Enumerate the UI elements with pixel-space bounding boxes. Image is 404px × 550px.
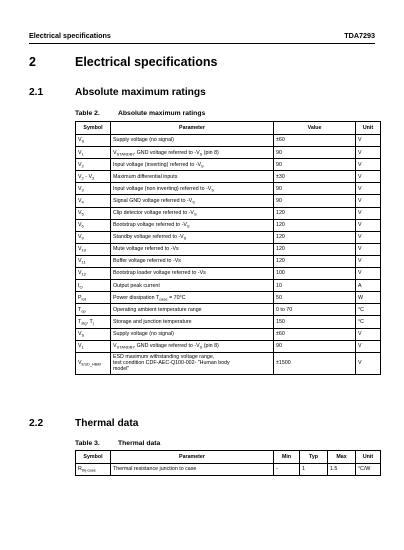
parameter-text: Input voltage (non inverting) referred to -V: [113, 185, 212, 192]
symbol-cell: [76, 195, 111, 207]
min-cell: -: [274, 464, 300, 476]
header-section-name: Electrical specifications: [29, 31, 111, 40]
parameter-cell: [111, 328, 274, 340]
column-header: Min: [274, 451, 300, 464]
table-row: [76, 292, 381, 304]
symbol-cell: [76, 183, 111, 195]
symbol-text: T: [78, 306, 82, 313]
parameter-cell: [111, 316, 274, 328]
column-header: Symbol: [76, 122, 111, 135]
header-rule: [29, 43, 375, 44]
table-row: [76, 255, 381, 267]
column-header: Unit: [356, 451, 381, 464]
value-cell: 120: [274, 231, 356, 243]
symbol-cell: [76, 328, 111, 340]
parameter-text-tail: (pin 8): [202, 343, 219, 350]
parameter-text: Storage and junction temperature: [113, 318, 192, 325]
table-number: Table 3.: [75, 440, 100, 447]
value-cell: 120: [274, 243, 356, 255]
symbol-cell: [76, 316, 111, 328]
unit-cell: V: [356, 147, 381, 159]
symbol-cell: [76, 147, 111, 159]
header-part-number: TDA7293: [344, 31, 375, 40]
table-row: [76, 171, 381, 183]
symbol-cell: [76, 219, 111, 231]
value-cell: 120: [274, 207, 356, 219]
section-title: Electrical specifications: [75, 55, 218, 69]
unit-cell: V: [356, 159, 381, 171]
symbol-subscript: 10: [81, 247, 86, 253]
symbol-subscript: 4: [81, 199, 84, 205]
subsection-title: Absolute maximum ratings: [75, 87, 206, 98]
table-row: [76, 352, 381, 374]
symbol-cell: [76, 243, 111, 255]
subsection-number: 2.1: [29, 87, 44, 98]
symbol-subscript: S: [81, 138, 85, 144]
value-cell: 90: [274, 147, 356, 159]
unit-cell: V: [356, 195, 381, 207]
symbol-text: V: [78, 197, 82, 204]
symbol-subscript: 6: [81, 223, 84, 229]
parameter-cell: [111, 280, 274, 292]
symbol-text: V: [78, 246, 82, 253]
symbol-text: V: [78, 270, 82, 277]
parameter-cell: [111, 147, 274, 159]
column-header: Unit: [356, 122, 381, 135]
parameter-text-tail: (pin 8): [202, 149, 219, 156]
parameter-subscript: S: [193, 211, 197, 217]
parameter-line: model": [113, 366, 130, 373]
parameter-cell: [111, 135, 274, 147]
parameter-text-rest: = 70°C: [167, 294, 186, 301]
parameter-cell: Thermal resistance junction to case: [111, 464, 274, 476]
unit-cell: V: [356, 243, 381, 255]
parameter-cell: [111, 292, 274, 304]
parameter-subscript: STANDBY: [116, 150, 136, 156]
symbol-subscript: tot: [81, 295, 86, 301]
symbol-tail-subscript: j: [92, 320, 94, 326]
table-row: [76, 340, 381, 352]
table-title: Thermal data: [118, 440, 161, 447]
column-header: Typ: [300, 451, 328, 464]
unit-cell: V: [356, 183, 381, 195]
max-cell: 1.5: [328, 464, 356, 476]
symbol-cell: [76, 171, 111, 183]
unit-cell: °C: [356, 304, 381, 316]
unit-cell: V: [356, 219, 381, 231]
symbol-cell: [76, 340, 111, 352]
parameter-text: Clip detector voltage referred to -V: [113, 210, 194, 216]
symbol-cell: [76, 207, 111, 219]
value-cell: 90: [274, 195, 356, 207]
column-header: Max: [328, 451, 356, 464]
unit-cell: V: [356, 171, 381, 183]
parameter-cell: [111, 352, 274, 374]
value-cell: 100: [274, 268, 356, 280]
parameter-text-rest: GND voltage referred to -V: [135, 149, 200, 156]
parameter-line: test condition CDF-AEC-Q100-002- "Human body: [113, 360, 230, 367]
parameter-cell: [111, 219, 274, 231]
symbol-tail-subscript: 3: [92, 175, 95, 181]
parameter-subscript: S: [211, 187, 215, 193]
parameter-subscript-2: S: [199, 344, 203, 350]
parameter-cell: [111, 159, 274, 171]
symbol-text: V: [78, 222, 82, 229]
column-header: Parameter: [111, 451, 274, 464]
parameter-line: ESD maximum withstanding voltage range,: [113, 353, 215, 360]
page-header: [29, 30, 375, 42]
symbol-subscript: 12: [81, 271, 86, 277]
parameter-text: Supply voltage (no signal): [113, 330, 174, 337]
parameter-text: Maximum differential inputs: [113, 173, 178, 180]
unit-cell: °C/W: [356, 464, 381, 476]
unit-cell: V: [356, 207, 381, 219]
unit-cell: V: [356, 231, 381, 243]
symbol-cell: [76, 464, 111, 476]
table-row: [76, 464, 381, 476]
value-cell: ±30: [274, 171, 356, 183]
parameter-text: Buffer voltage referred to -Vs: [113, 258, 181, 265]
table-row: [76, 219, 381, 231]
symbol-text: V: [78, 330, 82, 337]
unit-cell: V: [356, 268, 381, 280]
symbol-subscript: stg: [81, 320, 87, 326]
subsection-number: 2.2: [29, 418, 44, 429]
symbol-text: V: [78, 210, 82, 216]
symbol-text: V: [78, 360, 82, 367]
parameter-text: Power dissipation T: [113, 294, 160, 301]
symbol-subscript: 1: [81, 150, 84, 156]
parameter-text: Input voltage (inverting) referred to -V: [113, 161, 202, 168]
symbol-cell: [76, 304, 111, 316]
symbol-subscript: 9: [81, 235, 84, 241]
symbol-text: T: [78, 318, 82, 325]
symbol-tail: - V: [83, 173, 93, 180]
parameter-subscript: S: [183, 235, 187, 241]
parameter-subscript: S: [201, 162, 204, 168]
parameter-cell: [111, 171, 274, 183]
parameter-text: Mute voltage referred to -Vs: [113, 246, 179, 253]
symbol-cell: [76, 268, 111, 280]
unit-cell: °C: [356, 316, 381, 328]
table-row: [76, 159, 381, 171]
symbol-text: V: [78, 185, 82, 192]
parameter-text: Operating ambient temperature range: [113, 306, 202, 313]
parameter-text: Output peak current: [113, 282, 160, 289]
symbol-cell: [76, 135, 111, 147]
symbol-cell: [76, 231, 111, 243]
parameter-subscript: S: [192, 199, 195, 205]
parameter-subscript: case: [159, 295, 168, 301]
table-title: Absolute maximum ratings: [118, 110, 206, 117]
table-row: [76, 135, 381, 147]
column-header: Value: [274, 122, 356, 135]
parameter-text: Bootstrap voltage referred to -V: [113, 222, 187, 229]
parameter-cell: [111, 243, 274, 255]
symbol-text: V: [78, 173, 82, 180]
symbol-text: V: [78, 161, 82, 168]
table-row: [76, 328, 381, 340]
absolute-max-ratings-table: [75, 121, 381, 375]
parameter-cell: [111, 231, 274, 243]
typ-cell: 1: [300, 464, 328, 476]
column-header: Parameter: [111, 122, 274, 135]
symbol-subscript: 3: [81, 187, 84, 193]
symbol-cell: [76, 255, 111, 267]
parameter-text: V: [113, 149, 117, 156]
symbol-subscript: ESD_HBM: [81, 361, 101, 367]
table-row: [76, 304, 381, 316]
table-caption-abs: [75, 110, 205, 117]
parameter-cell: [111, 195, 274, 207]
parameter-subscript: STANDBY: [116, 344, 136, 350]
unit-cell: V: [356, 255, 381, 267]
symbol-subscript: S: [81, 332, 85, 338]
table-row: [76, 316, 381, 328]
value-cell: ±60: [274, 328, 356, 340]
parameter-text: Standby voltage referred to -V: [113, 234, 184, 241]
symbol-cell: [76, 292, 111, 304]
symbol-subscript: O: [79, 283, 83, 289]
value-cell: 120: [274, 255, 356, 267]
symbol-subscript: 11: [81, 259, 86, 265]
section-number: 2: [29, 55, 36, 69]
table-row: [76, 183, 381, 195]
value-cell: 10: [274, 280, 356, 292]
symbol-text: V: [78, 343, 82, 350]
symbol-text: V: [78, 234, 82, 241]
unit-cell: W: [356, 292, 381, 304]
symbol-tail: , T: [86, 318, 93, 325]
table-row: [76, 243, 381, 255]
unit-cell: V: [356, 340, 381, 352]
symbol-subscript: thj-case: [81, 467, 96, 473]
value-cell: 50: [274, 292, 356, 304]
symbol-text: V: [78, 137, 82, 144]
parameter-cell: [111, 207, 274, 219]
value-cell: ±1500: [274, 352, 356, 374]
value-cell: 150: [274, 316, 356, 328]
symbol-subscript: 1: [81, 344, 84, 350]
unit-cell: V: [356, 352, 381, 374]
table-row: [76, 147, 381, 159]
symbol-subscript: 5: [81, 211, 84, 217]
value-cell: 120: [274, 219, 356, 231]
value-cell: 90: [274, 340, 356, 352]
value-cell: 90: [274, 183, 356, 195]
column-header: Symbol: [76, 451, 111, 464]
unit-cell: A: [356, 280, 381, 292]
table-row: [76, 207, 381, 219]
symbol-cell: [76, 280, 111, 292]
parameter-subscript: S: [186, 223, 190, 229]
symbol-text: P: [78, 294, 82, 301]
thermal-data-table: [75, 450, 381, 476]
parameter-subscript-2: S: [199, 150, 203, 156]
table-header-row: [76, 122, 381, 135]
parameter-cell: [111, 268, 274, 280]
table-row: [76, 231, 381, 243]
table-caption-thermal: [75, 440, 160, 447]
table-row: [76, 195, 381, 207]
symbol-subscript: 2: [81, 175, 84, 181]
table-number: Table 2.: [75, 110, 100, 117]
symbol-text: I: [78, 282, 80, 289]
unit-cell: V: [356, 135, 381, 147]
value-cell: 0 to 70: [274, 304, 356, 316]
symbol-cell: [76, 352, 111, 374]
parameter-text: Bootstrap loader voltage referred to -Vs: [113, 270, 206, 277]
parameter-cell: [111, 340, 274, 352]
parameter-cell: [111, 304, 274, 316]
parameter-text: V: [113, 343, 117, 350]
unit-cell: V: [356, 328, 381, 340]
parameter-cell: [111, 255, 274, 267]
value-cell: ±60: [274, 135, 356, 147]
value-cell: 90: [274, 159, 356, 171]
parameter-text-rest: GND voltage referred to -V: [135, 343, 200, 350]
table-header-row: [76, 451, 381, 464]
parameter-cell: [111, 183, 274, 195]
symbol-subscript: op: [81, 308, 86, 314]
symbol-text: V: [78, 149, 82, 156]
parameter-text: Supply voltage (no signal): [113, 137, 174, 144]
table-row: [76, 268, 381, 280]
table-row: [76, 280, 381, 292]
symbol-cell: [76, 159, 111, 171]
parameter-text: Signal GND voltage referred to -V: [113, 197, 193, 204]
symbol-text: R: [78, 466, 82, 473]
symbol-subscript: 2: [81, 162, 84, 168]
subsection-title: Thermal data: [75, 418, 139, 429]
symbol-text: V: [78, 258, 82, 265]
